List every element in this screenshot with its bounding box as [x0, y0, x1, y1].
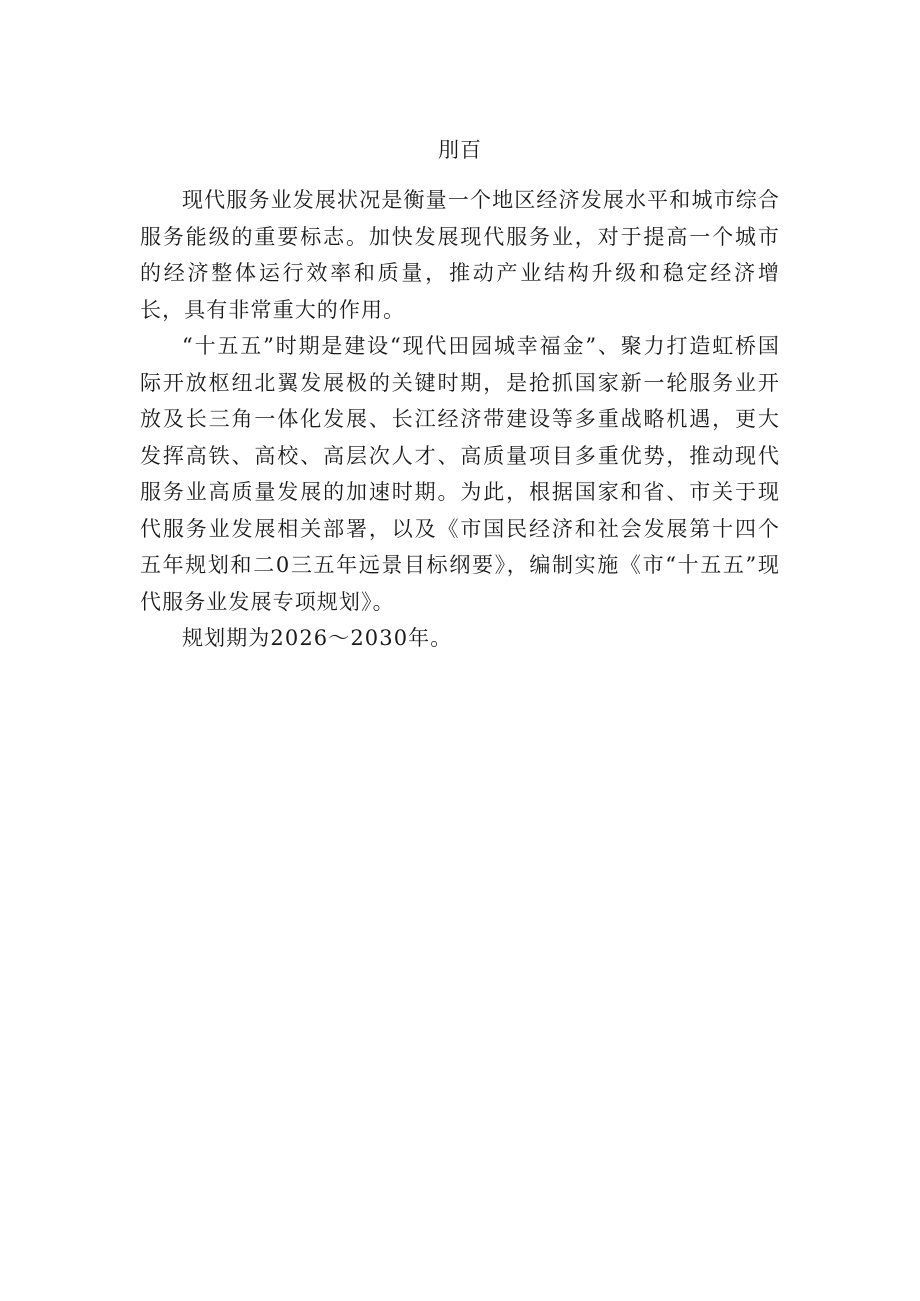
- paragraph-plan-period: 规划期为2026～2030年。: [182, 626, 453, 650]
- document-body: [140, 182, 780, 657]
- paragraph-intro: 现代服务业发展状况是衡量一个地区经济发展水平和城市综合服务能级的重要标志。加快发展现代服务业，对于提高一个城市的经济整体运行效率和质量，推动产业结构升级和稳定经济增长，具有非常重大的作用。: [140, 188, 780, 322]
- paragraph-period-context: “十五五”时期是建设“现代田园城幸福金”、聚力打造虹桥国际开放枢纽北翼发展极的关键时期，是抢抓国家新一轮服务业开放及长三角一体化发展、长江经济带建设等多重战略机遇，更大发挥高铁、高校、高层次人才、高质量项目多重优势，推动现代服务业高质量发展的加速时期。为此，根据国家和省、市关于现代服务业发展相关部署，以及《市国民经济和社会发展第十四个五年规划和二0三五年远景目标纲要》，编制实施《市“十五五”现代服务业发展专项规划》。: [140, 334, 780, 614]
- page-title: 刖百: [438, 138, 482, 162]
